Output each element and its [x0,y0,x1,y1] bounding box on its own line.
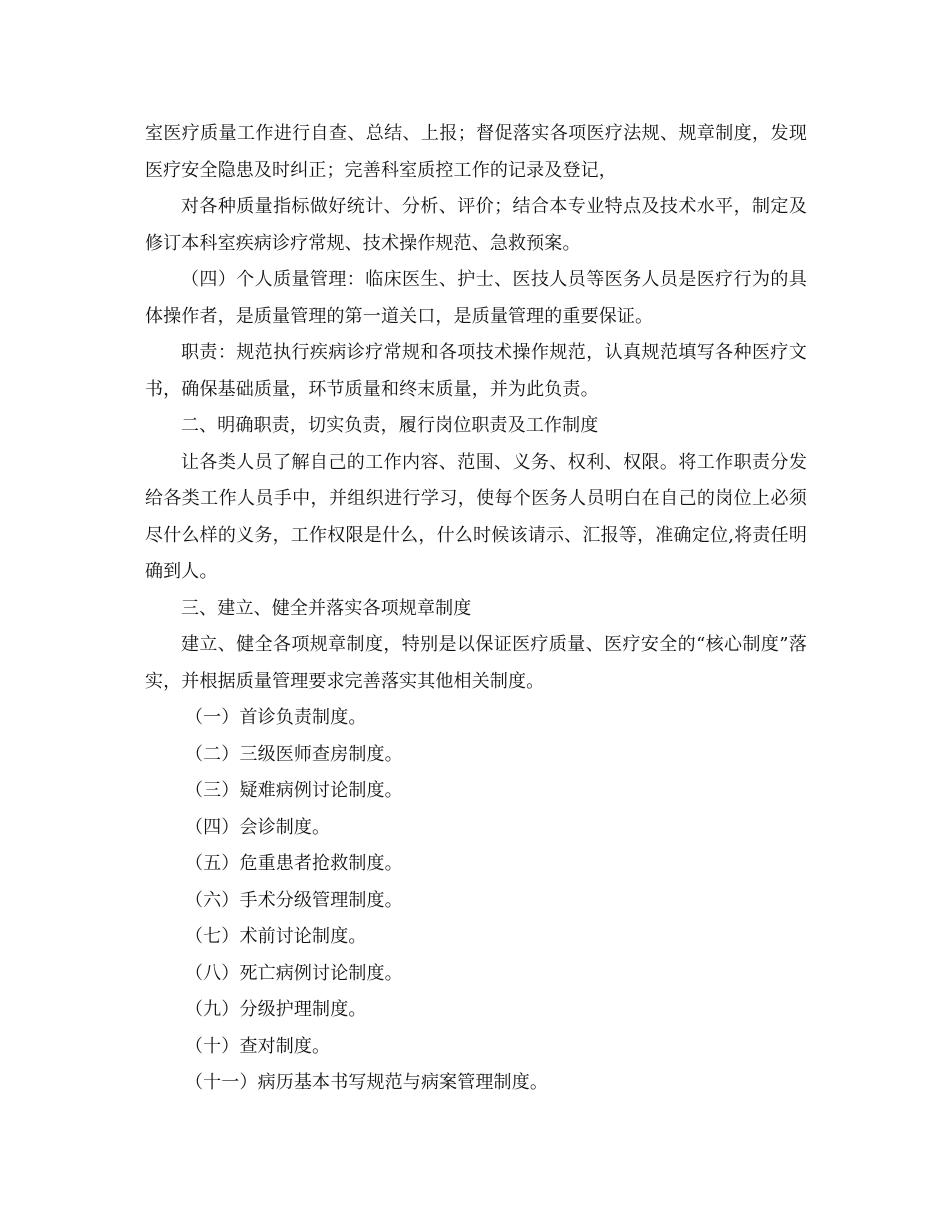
list-item: （五）危重患者抢救制度。 [185,853,403,874]
paragraph-continuation: 室医疗质量工作进行自查、总结、上报；督促落实各项医疗法规、规章制度，发现医疗安全隐患及时纠正；完善科室质控工作的记录及登记， [145,123,807,181]
paragraph-personal-quality-management: （四）个人质量管理：临床医生、护士、医技人员等医务人员是医疗行为的具体操作者，是质量管理的第一道关口，是质量管理的重要保证。 [145,269,807,327]
paragraph-core-systems: 建立、健全各项规章制度，特别是以保证医疗质量、医疗安全的“核心制度”落实，并根据质量管理要求完善落实其他相关制度。 [145,634,807,692]
list-item: （九）分级护理制度。 [185,999,367,1020]
list-item: （六）手术分级管理制度。 [185,889,403,911]
core-system-list [145,700,807,1102]
list-item: （二）三级医师查房制度。 [185,743,403,765]
list-item: （八）死亡病例讨论制度。 [185,962,403,984]
paragraph-job-duties: 让各类人员了解自己的工作内容、范围、义务、权利、权限。将工作职责分发给各类工作人员手中，并组织进行学习，使每个医务人员明白在自己的岗位上必须尽什么样的义务，工作权限是什么，什么时候该请示、汇报等，准确定位,将责任明确到人。 [145,451,807,582]
section-heading-2: 二、明确职责，切实负责，履行岗位职责及工作制度 [181,415,599,436]
list-item: （十）查对制度。 [185,1035,331,1057]
document-body [145,116,807,1102]
paragraph-quality-metrics: 对各种质量指标做好统计、分析、评价；结合本专业特点及技术水平，制定及修订本科室疾病诊疗常规、技术操作规范、急救预案。 [145,196,807,254]
list-item: （七）术前讨论制度。 [185,926,367,947]
paragraph-responsibilities: 职责：规范执行疾病诊疗常规和各项技术操作规范，认真规范填写各种医疗文书，确保基础质量，环节质量和终末质量，并为此负责。 [145,342,807,400]
list-item: （一）首诊负责制度。 [185,707,367,728]
list-item: （三）疑难病例讨论制度。 [185,780,403,801]
section-heading-3: 三、建立、健全并落实各项规章制度 [181,597,472,619]
list-item: （十一）病历基本书写规范与病案管理制度。 [185,1072,548,1093]
list-item: （四）会诊制度。 [185,816,331,838]
